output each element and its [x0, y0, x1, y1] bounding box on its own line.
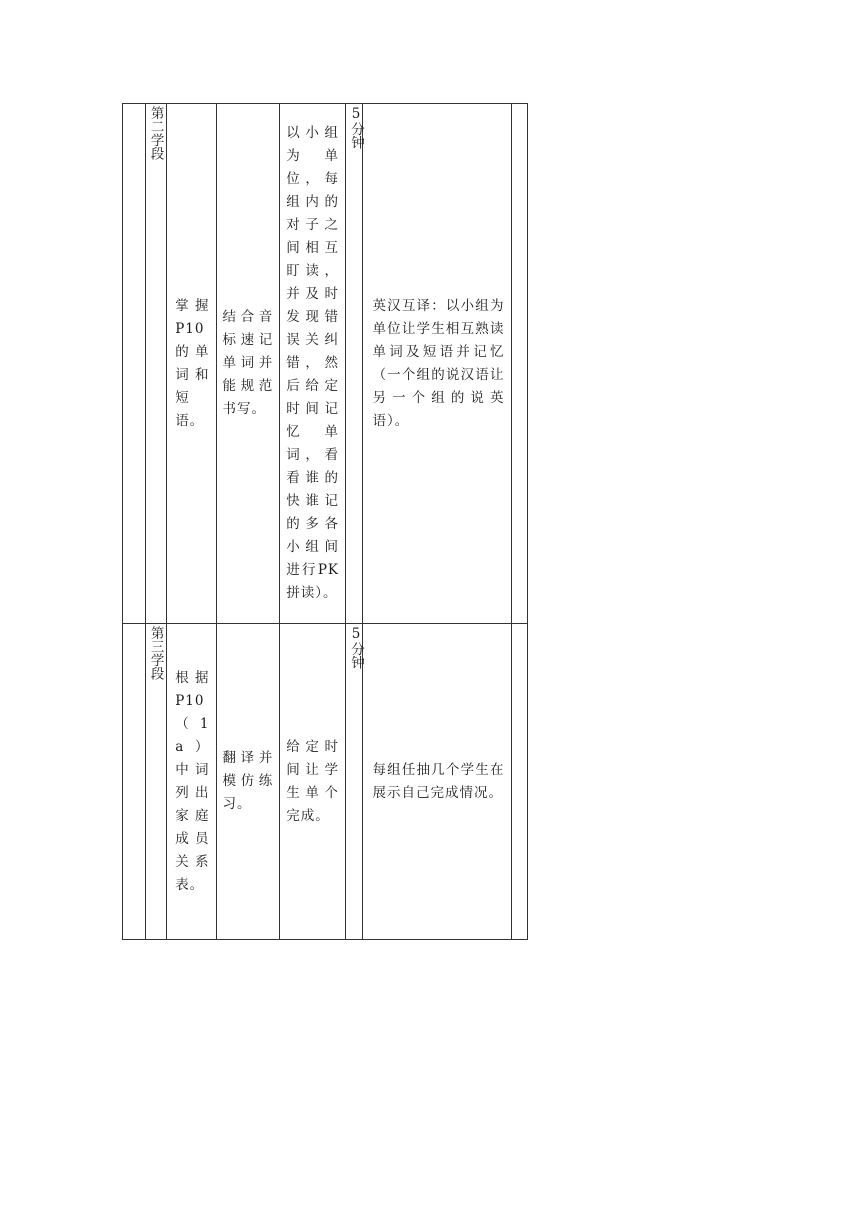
objective-text: 根据P10（1a）中词列出家庭成员关系表。	[175, 669, 210, 893]
description-cell	[363, 624, 511, 940]
lesson-plan-table	[122, 103, 528, 940]
activity-cell	[216, 624, 280, 940]
description-cell	[363, 104, 511, 624]
time-label: 5分钟	[348, 626, 365, 669]
objective-cell	[167, 104, 216, 624]
stage-label: 第三学段	[147, 626, 164, 680]
blank-cell	[511, 624, 528, 940]
blank-cell	[511, 104, 528, 624]
organization-cell	[280, 624, 346, 940]
blank-cell	[123, 104, 146, 624]
activity-text: 结合音标速记单词并能规范书写。	[222, 309, 274, 417]
time-cell	[346, 624, 363, 940]
time-cell	[346, 104, 363, 624]
description-text: 每组任抽几个学生在展示自己完成情况。	[372, 761, 505, 801]
objective-cell	[167, 624, 216, 940]
organization-text: 给定时间让学生单个完成。	[286, 738, 340, 824]
blank-cell	[123, 624, 146, 940]
organization-cell	[280, 104, 346, 624]
activity-cell	[216, 104, 280, 624]
description-text: 英汉互译：以小组为单位让学生相互熟读单词及短语并记忆（一个组的说汉语让另一个组的说英语）。	[372, 297, 505, 429]
activity-text: 翻译并模仿练习。	[222, 750, 274, 812]
table-row	[123, 104, 528, 624]
stage-cell	[145, 104, 167, 624]
objective-text: 掌握P10的单词和短语。	[175, 297, 210, 429]
stage-label: 第二学段	[147, 106, 164, 160]
time-label: 5分钟	[348, 106, 365, 149]
table-row	[123, 624, 528, 940]
stage-cell	[145, 624, 167, 940]
organization-text: 以小组为单位，每组内的对子之间相互盯读，并及时发现错误关纠错，然后给定时间记忆单词，看看谁的快谁记的多各小组间进行PK拼读）。	[286, 125, 340, 601]
